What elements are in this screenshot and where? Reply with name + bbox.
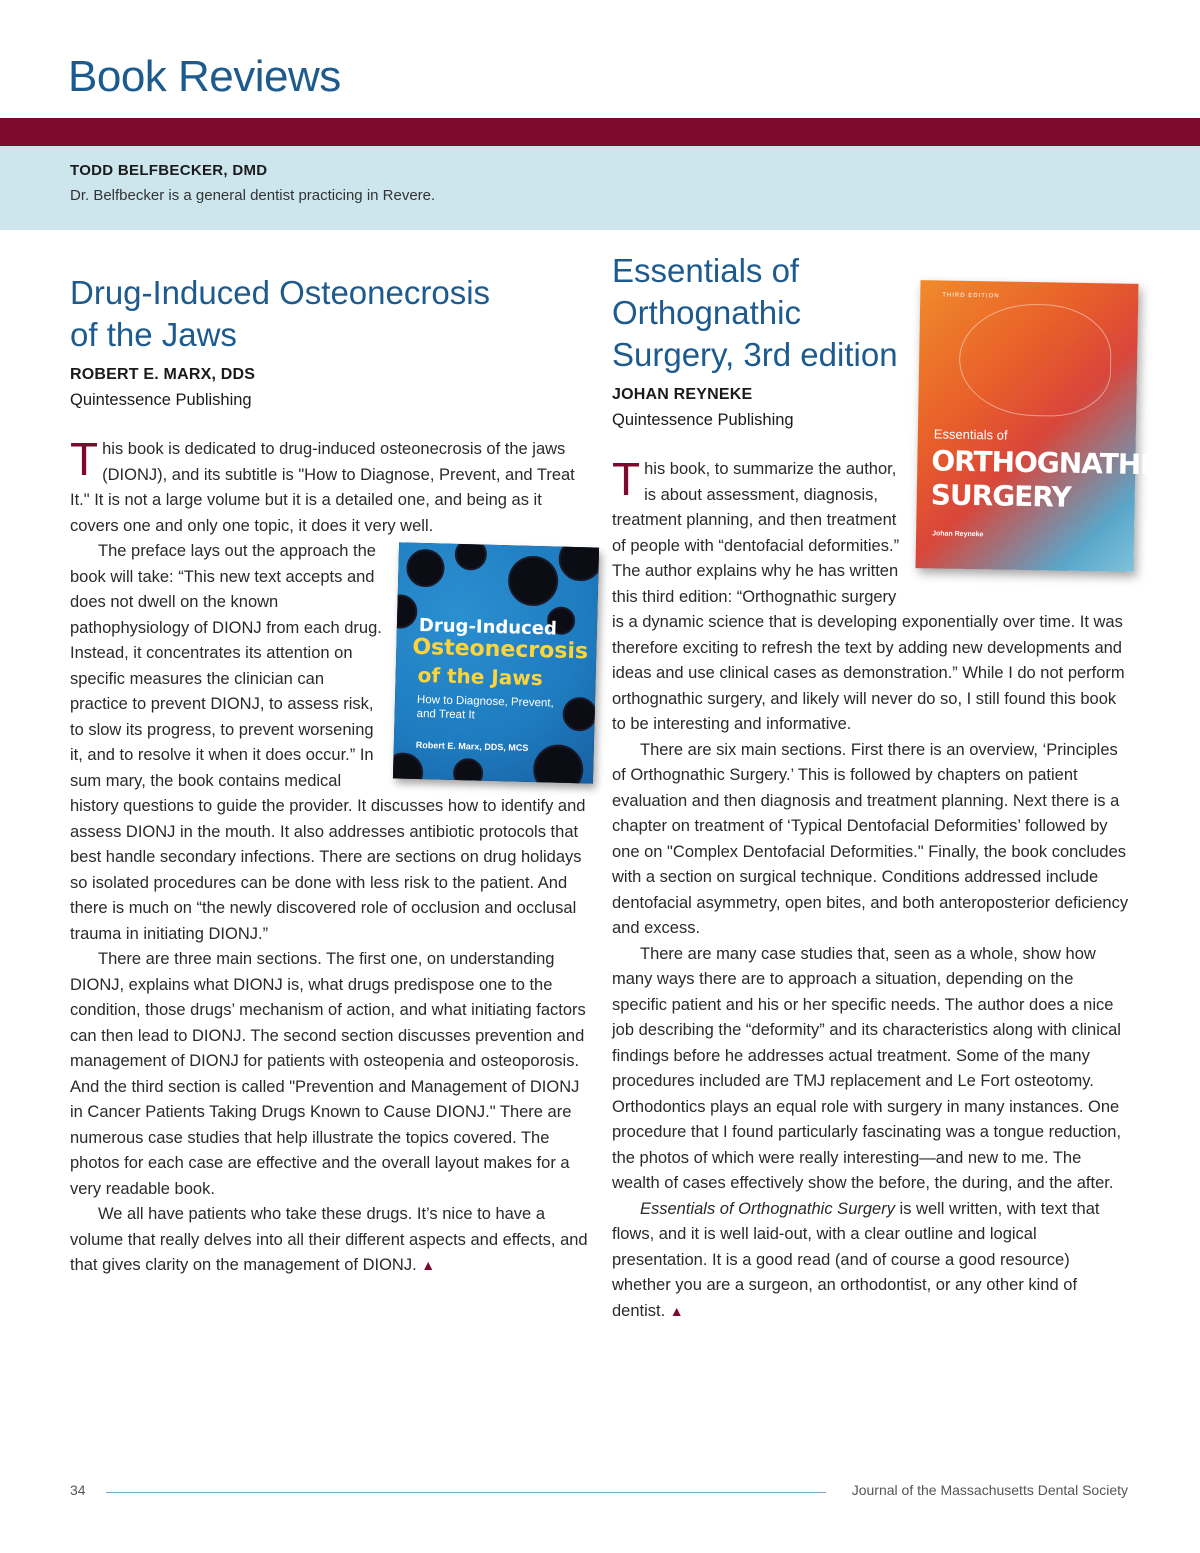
cover-title-line2: Osteonecrosis: [412, 634, 589, 665]
cover-big-title-2: SURGERY: [930, 478, 1071, 514]
book-title-1-line1: Drug-Induced Osteonecrosis: [70, 274, 491, 311]
review2-paragraph-2: There are six main sections. First there is an overview, ‘Principles of Orthognathic Surgery.’ This is followed by chapters on patient evaluation and then diagnosis and treatment planning. Next there is a chapter on treatment of ‘Typical Dentofacial Deformities’ followed by one on "Complex Dentofacial Deformities." Finally, the book concludes with a section on surgical technique. Conditions addressed include dentofacial asymmetry, open bites, and both anteroposterior deficiency and excess.: [612, 740, 1129, 937]
book-author-1: ROBERT E. MARX, DDS: [70, 366, 256, 383]
review2-paragraph-4: [612, 1197, 1132, 1325]
book-publisher-2: Quintessence Publishing: [612, 410, 794, 429]
cover-big-title-1: ORTHOGNATHIC: [931, 444, 1170, 482]
reviewer-name: TODD BELFBECKER, DMD: [70, 162, 268, 179]
book-publisher-1: Quintessence Publishing: [70, 390, 252, 409]
review2-p1-text: his book, to summarize the author, is about assessment, diagnosis, treatment planning, and then treatment of people with “dentofacial deformities.” The author explains why he has written this third edition: “Orthognathic surgery is a dynamic science that is developing exponentially over time. It was therefore exciting to refresh the text by adding new developments and ideas and use clinical cases as demonstration.” While I do not perform orthognathic surgery, and likely will never do so, I still found this book to be interesting and informative.: [612, 460, 1125, 733]
book-title-1: [70, 272, 588, 356]
reviewer-bio: Dr. Belfbecker is a general dentist practicing in Revere.: [70, 187, 436, 204]
page-number: 34: [70, 1482, 86, 1498]
review1-paragraph-2: The preface lays out the approach the book will take: “This new text accepts and does not dwell on the known pathophysiology of DIONJ from each drug. Instead, it concentrates its attention on specific measures the clinician can practice to prevent DIONJ, to assess risk, to slow its progress, to prevent worsening it, and to resolve it when it does occur.” In sum mary, the book contains medical history questions to guide the provider. It discusses how to identify and assess DIONJ in the mouth. It also addresses antibiotic protocols that best handle secondary infections. There are sections on drug holidays so isolated procedures can be done with less risk to the patient. And there is much on “the newly discovered role of occlusion and occlusal trauma in initiating DIONJ.”: [70, 542, 586, 943]
book-cover-dionj: [393, 542, 599, 783]
cover-spacer: [900, 457, 1132, 597]
review1-paragraph-4: [70, 1202, 588, 1279]
book-title-2-line1: Essentials of: [612, 252, 800, 289]
cover-author: Robert E. Marx, DDS, MCS: [415, 739, 529, 753]
book-title-2: [612, 250, 912, 376]
cover-title-line3: of the Jaws: [417, 662, 543, 691]
maroon-rule: [0, 118, 1200, 146]
dropcap: T: [70, 433, 99, 485]
review2-p4-text: is well written, with text that flows, and it is well laid-out, with a clear outline and logical presentation. It is a good read (and of course a good resource) whether you are a surgeon, an orthodontist, or any other kind of dentist.: [612, 1199, 1100, 1320]
cover-author: Johan Reyneke: [932, 530, 984, 539]
review1-paragraph-1: [70, 433, 588, 539]
review1-paragraph-3: There are three main sections. The first one, on understanding DIONJ, explains what DIONJ is, what drugs predispose one to the condition, those drugs’ mechanism of action, and what initiating factors can then lead to DIONJ. The second section discusses prevention and management of DIONJ for patients with osteopenia and osteoporosis. And the third section is called "Prevention and Management of DIONJ in Cancer Patients Taking Drugs Known to Cause DIONJ." There are numerous case studies that help illustrate the topics covered. The photos for each case are effective and the overall layout makes for a very readable book.: [70, 950, 586, 1198]
footer-rule: [106, 1492, 826, 1493]
review-column-left: [70, 272, 588, 1279]
review1-p4-text: We all have patients who take these drugs. It’s nice to have a volume that really delves into all their different aspects and effects, and that gives clarity on the management of DIONJ.: [70, 1205, 588, 1274]
end-mark-icon: ▲: [669, 1302, 684, 1319]
end-mark-icon: ▲: [421, 1257, 436, 1273]
book-title-1-line2: of the Jaws: [70, 316, 237, 353]
cover-essentials: Essentials of: [933, 426, 1008, 443]
dropcap: T: [612, 453, 641, 505]
book-author-2: JOHAN REYNEKE: [612, 386, 753, 403]
journal-name: Journal of the Massachusetts Dental Society: [851, 1482, 1128, 1498]
cover-edition: THIRD EDITION: [942, 292, 1000, 300]
book-title-2-line2: Orthognathic: [612, 294, 801, 331]
review2-p4-book-title: Essentials of Orthognathic Surgery: [640, 1199, 895, 1218]
cover-title-line1: Drug-Induced: [418, 614, 558, 640]
section-title: Book Reviews: [68, 52, 341, 101]
review1-p1-text: his book is dedicated to drug-induced osteonecrosis of the jaws (DIONJ), and its subtitle is "How to Diagnose, Prevent, and Treat It." It is not a large volume but it is a detailed one, and being as it covers one and only one topic, it does it very well.: [70, 440, 575, 535]
review-column-right: [612, 250, 1132, 1324]
review2-paragraph-3: There are many case studies that, seen as a whole, show how many ways there are to approach a situation, depending on the specific patient and his or her specific needs. The author does a nice job describing the “deformity” and its characteristics along with clinical findings before he addresses actual treatment. Some of the many procedures included are TMJ replacement and Le Fort osteotomy. Orthodontics plays an equal role with surgery in many instances. One procedure that I found particularly fascinating was a tongue reduction, the photos of which were really interesting—and new to me. The wealth of cases effectively show the before, the during, and the after.: [612, 944, 1122, 1192]
cover-subtitle: How to Diagnose, Prevent, and Treat It: [416, 693, 554, 722]
book-title-2-line3: Surgery, 3rd edition: [612, 336, 898, 373]
